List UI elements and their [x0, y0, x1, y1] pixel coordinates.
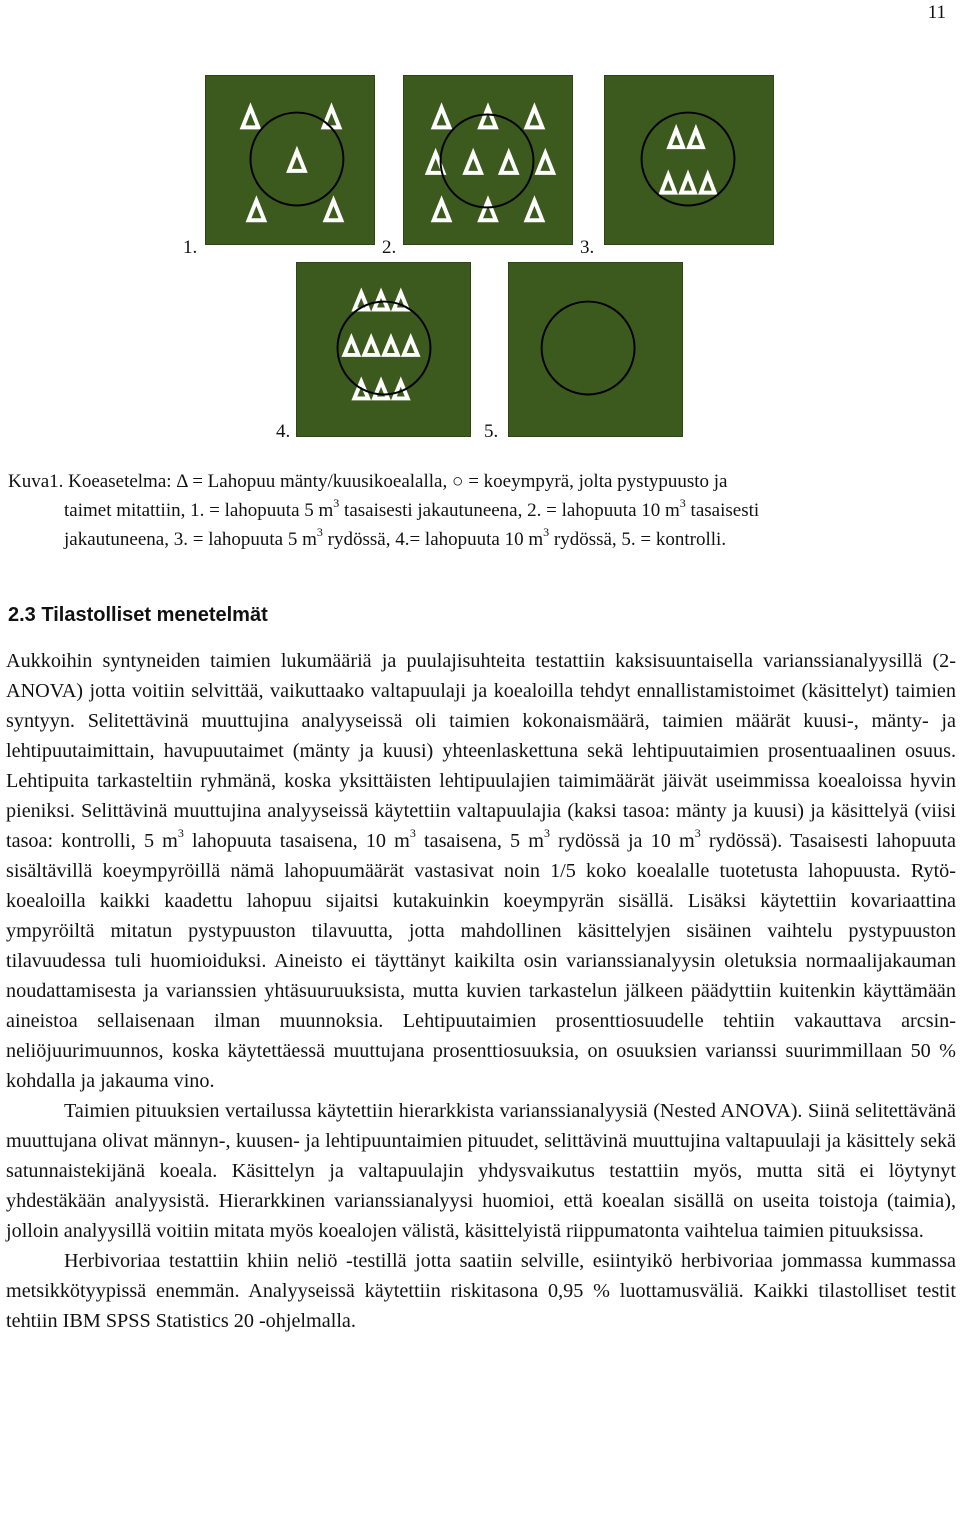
plot-4-graphic — [297, 263, 470, 436]
deadwood-triangle — [465, 153, 481, 173]
caption-line-2: taimet mitattiin, 1. = lahopuuta 5 $m^3$ tasaisesti jakautuneena, 2. = lahopuuta 10 $m^3$ tasaisesti — [64, 495, 760, 521]
plot-1 — [205, 75, 375, 245]
deadwood-triangle — [243, 108, 259, 128]
section-body — [6, 646, 956, 1336]
paragraph-1: Aukkoihin syntyneiden taimien lukumääriä ja puulajisuhteita testattiin kaksisuuntaisella varianssianalyysillä (2-ANOVA) jotta voitiin selvittää, vaikuttaako valtapuulaji ja koealoilla tehdyt ennallistamistoimet (käsittelyt) taimien syntyyn. Selitettävinä muuttujina analyyseissä oli taimien kokonaismäärä, taimien määrät kuusi-, mänty- ja lehtipuutaimittain, havupuutaimet (mänty ja kuusi) yhteenlaskettuna sekä lehtipuutaimien prosentuaalinen osuus. Lehtipuita tarkasteltiin ryhmänä, koska yksittäisten lehtipuulajien taimimäärät jäivät useimmissa koealoissa hyvin pieniksi. Selittävinä muuttujina analyyseissä käytettiin valtapuulajia (kaksi tasoa: mänty ja kuusi) ja käsittelyä (viisi tasoa: kontrolli, 5 $m^3$ lahopuuta tasaisena, 10 $m^3$ tasaisena, 5 $m^3$ rydössä ja 10 $m^3$ rydössä). Tasaisesti lahopuuta sisältävillä koeympyröillä nämä lahopuumäärät vastasivat noin 1/5 koko koealalle tuotetusta lahopuusta. Rytö-koealoilla kaikki kaadettu lahopuu sijaitsi kutakuinkin koeympyrän sisällä. Lisäksi käytettiin kovariaattina ympyröiltä mitatun pystypuuston tilavuutta, jotta mahdollinen käsittelyjen sisäinen vaihtelu pystypuuston tilavuudessa tuli huomioiduksi. Aineisto ei täyttänyt kaikilta osin varianssianalyysin oletuksia normaalijakauman noudattamisesta ja varianssien yhtäsuuruuksista, mutta kuvien tarkastelun jälkeen päädyttiin kuitenkin käyttämään aineistoa sellaisenaan ilman muunnoksia. Lehtipuutaimien prosenttiosuudelle tehtiin vakauttava arcsin-neliöjuurimuunnos, koska käytettäessä muuttujana prosenttiosuuksia, on osuuksien varianssi suurimmillaan 50 % kohdalla ja jakauma vino. — [6, 650, 956, 1092]
plot-label-2: 2. — [382, 237, 397, 258]
deadwood-triangle — [681, 175, 695, 193]
deadwood-triangle — [434, 108, 450, 128]
plot-5 — [508, 262, 683, 437]
figure-caption — [8, 467, 956, 554]
deadwood-triangle — [384, 338, 398, 355]
paragraph-3: Herbivoriaa testattiin khiin neliö -testillä jotta saatiin selville, esiintyikö herbivoriaa jommassa kummassa metsikkötyypissä enemmän. Analyyseissä käytettiin riskitasona 0,95 % luottamusväliä. Kaikki tilastolliset testit tehtiin IBM SPSS Statistics 20 -ohjelmalla. — [6, 1250, 956, 1332]
sample-circle — [542, 302, 635, 395]
deadwood-triangle — [344, 338, 358, 355]
plot-2-graphic — [404, 76, 572, 244]
deadwood-triangle — [689, 129, 703, 147]
plot-label-3: 3. — [580, 237, 595, 258]
sample-circle — [250, 113, 343, 206]
caption-line-1: Kuva1. Koeasetelma: Δ = Lahopuu mänty/kuusikoealalla, ○ = koeympyrä, jolta pystypuusto ja — [8, 471, 728, 492]
deadwood-triangle — [537, 153, 553, 173]
deadwood-triangle — [434, 201, 450, 221]
plot-4 — [296, 262, 471, 437]
section-heading: 2.3 Tilastolliset menetelmät — [8, 604, 268, 626]
plot-label-4: 4. — [276, 421, 291, 442]
deadwood-triangle — [480, 108, 496, 128]
page-number: 11 — [927, 2, 946, 23]
deadwood-triangle — [289, 151, 305, 171]
deadwood-triangle — [527, 108, 543, 128]
deadwood-triangle — [527, 201, 543, 221]
deadwood-triangle — [661, 175, 675, 193]
plot-3-graphic — [605, 76, 773, 244]
deadwood-triangle — [501, 153, 517, 173]
deadwood-triangle — [248, 201, 264, 221]
plot-1-graphic — [206, 76, 374, 244]
experimental-design-figure — [0, 0, 960, 450]
plot-label-1: 1. — [183, 237, 198, 258]
caption-line-3: jakautuneena, 3. = lahopuuta 5 $m^3$ rydössä, 4.= lahopuuta 10 $m^3$ rydössä, 5. = kontrolli. — [64, 524, 727, 550]
plot-label-5: 5. — [484, 421, 499, 442]
paragraph-2: Taimien pituuksien vertailussa käytettiin hierarkkista varianssianalyysiä (Nested ANOVA). Siinä selitettävänä muuttujana olivat männyn-, kuusen- ja lehtipuuntaimien pituudet, selittävinä muuttujina valtapuulaji ja käsittely sekä satunnaistekijänä koeala. Käsittelyn ja valtapuulajin yhdysvaikutus testattiin myös, mutta sitä ei löytynyt yhdestäkään analyysistä. Hierarkkinen varianssianalyysi huomioi, että koealan sisällä on useita toistoja (taimia), jolloin analyysillä voitiin mitata myös koealojen välistä, käsittelyistä riippumatonta vaihtelua taimien pituuksissa. — [6, 1100, 956, 1242]
deadwood-triangle — [480, 201, 496, 221]
deadwood-triangle — [326, 201, 342, 221]
deadwood-triangle — [364, 338, 378, 355]
plot-2 — [403, 75, 573, 245]
plot-3 — [604, 75, 774, 245]
plot-5-graphic — [509, 263, 682, 436]
deadwood-triangle — [669, 129, 683, 147]
deadwood-triangle — [324, 108, 340, 128]
deadwood-triangle — [404, 338, 418, 355]
deadwood-triangle — [374, 382, 388, 399]
deadwood-triangle — [701, 175, 715, 193]
